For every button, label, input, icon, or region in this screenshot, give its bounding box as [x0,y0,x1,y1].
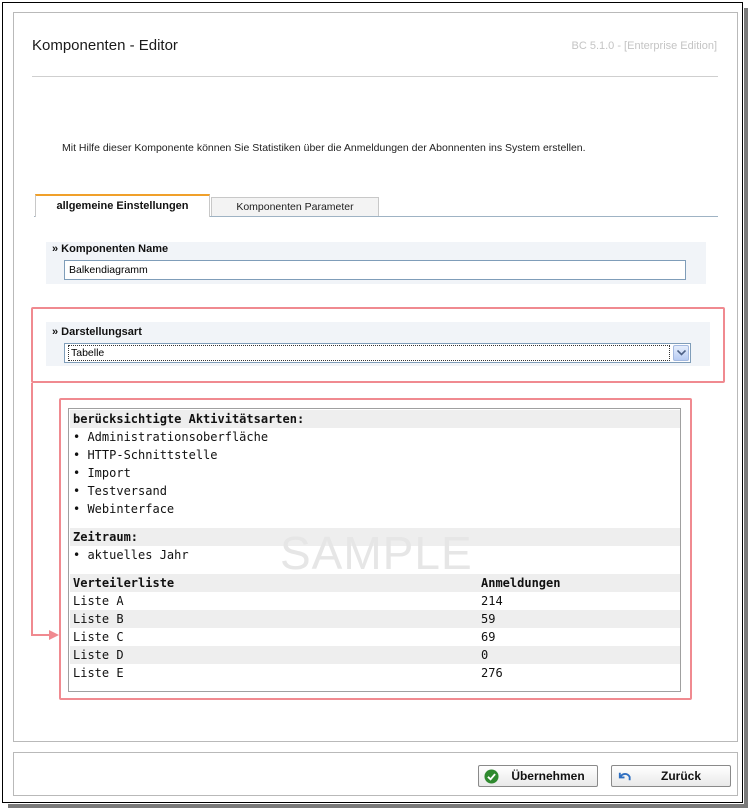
sample-watermark: SAMPLE [280,527,473,579]
table-row [70,646,680,664]
display-type-value: Tabelle [68,345,670,361]
activities-heading-row [70,410,680,428]
apply-button[interactable] [478,765,598,787]
intro-text: Mit Hilfe dieser Komponente können Sie Statistiken über die Anmeldungen der Abonnenten ins System erstellen. [62,142,586,154]
title-divider [32,76,718,77]
list-item: • Testversand [73,484,167,498]
cell-registrations: 69 [481,630,496,644]
undo-arrow-icon [617,769,632,784]
annotation-connector-line [31,383,33,635]
tab-component-parameters[interactable]: Komponenten Parameter [211,197,379,216]
name-field-label: » Komponenten Name [52,243,169,255]
cell-list: Liste D [73,648,124,662]
cell-list: Liste A [73,594,124,608]
list-item: • Administrationsoberfläche [73,430,269,444]
frame-shadow-bottom [8,804,748,808]
cell-registrations: 214 [481,594,503,608]
tab-general-settings[interactable]: allgemeine Einstellungen [35,194,210,217]
cell-list: Liste B [73,612,124,626]
list-item: • Import [73,466,131,480]
cell-registrations: 59 [481,612,496,626]
list-item: • HTTP-Schnittstelle [73,448,218,462]
version-label: BC 5.1.0 - [Enterprise Edition] [571,40,717,52]
column-header-list: Verteilerliste [73,576,175,590]
table-row [70,592,680,610]
component-name-input[interactable]: Balkendiagramm [64,260,686,280]
cell-list: Liste C [73,630,124,644]
cell-list: Liste E [73,666,124,680]
frame-shadow-right [744,8,748,805]
annotation-highlight-select [31,307,725,383]
back-button-label: Zurück [660,769,701,783]
table-row [70,628,680,646]
table-row [70,610,680,628]
cell-registrations: 0 [481,648,489,662]
display-field-label: » Darstellungsart [52,326,142,338]
period-value: • aktuelles Jahr [73,548,189,562]
period-heading: Zeitraum: [73,530,139,544]
back-button[interactable] [611,765,731,787]
apply-button-label: Übernehmen [511,769,585,783]
list-item: • Webinterface [73,502,175,516]
table-row [70,664,680,682]
checkmark-icon [484,769,499,784]
page-title: Komponenten - Editor [32,37,178,54]
annotation-connector-arrow-line [31,634,51,636]
column-header-registrations: Anmeldungen [481,576,561,590]
cell-registrations: 276 [481,666,503,680]
activities-heading: berücksichtigte Aktivitätsarten: [73,412,305,426]
annotation-arrow-icon [49,630,59,640]
